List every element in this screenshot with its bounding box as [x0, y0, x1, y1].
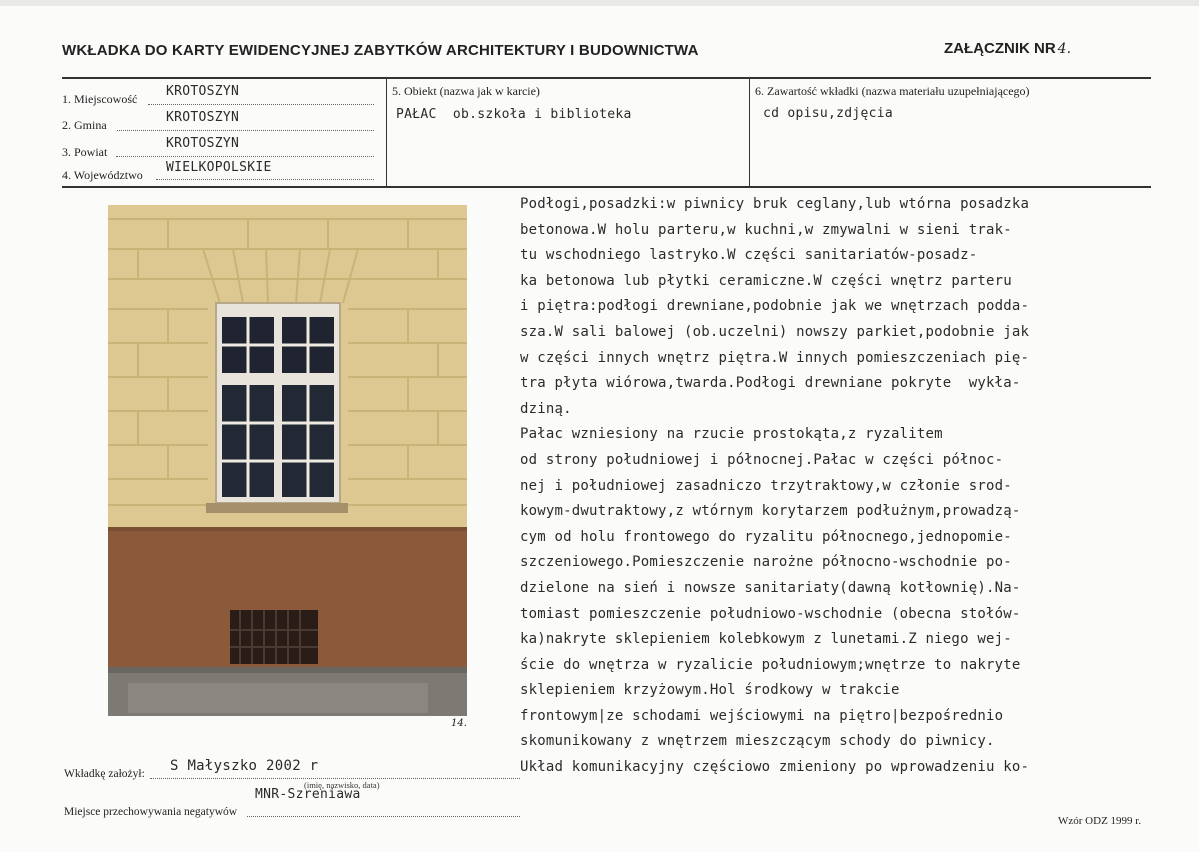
founder-label: Wkładkę założył:	[64, 768, 145, 780]
storage-value: MNR-Szreniawa	[255, 787, 361, 802]
object-label: 5. Obiekt (nazwa jak w karcie)	[392, 84, 540, 98]
description-line: w części innych wnętrz piętra.W innych pomieszczeniach pię-	[520, 349, 1030, 366]
box-top-rule	[62, 77, 1151, 79]
form-title: WKŁADKA DO KARTY EWIDENCYJNEJ ZABYTKÓW ARCHITEKTURY I BUDOWNICTWA	[62, 42, 699, 59]
field-label-miejscowosc: 1. Miejscowość	[62, 92, 138, 106]
field-line-gmina	[117, 130, 374, 131]
storage-line	[247, 816, 520, 817]
founder-value: S Małyszko 2002 r	[170, 758, 319, 774]
description-line: i piętra:podłogi drewniane,podobnie jak we wnętrzach podda-	[520, 298, 1030, 315]
description-line: od strony południowej i północnej.Pałac w części północ-	[520, 451, 1004, 468]
founder-line	[150, 778, 520, 779]
box-divider-1	[386, 77, 387, 187]
annex-number: 4.	[1057, 41, 1072, 57]
description-text	[520, 192, 1120, 781]
description-line: Pałac wzniesiony na rzucie prostokąta,z ryzalitem	[520, 426, 943, 443]
description-line: skomunikowany z wnętrzem mieszczącym schody do piwnicy.	[520, 733, 995, 750]
description-line: sza.W sali balowej (ob.uczelni) nowszy parkiet,podobnie jak	[520, 323, 1030, 340]
facade-window-image	[108, 205, 467, 716]
content-label: 6. Zawartość wkładki (nazwa materiału uzupełniającego)	[755, 84, 1030, 98]
founder-hint: (imię, nazwisko, data)	[304, 780, 380, 790]
storage-label: Miejsce przechowywania negatywów	[64, 806, 238, 818]
description-line: ka betonowa lub płytki ceramiczne.W części wnętrz parteru	[520, 272, 1012, 289]
annex-label-text: ZAŁĄCZNIK NR	[944, 40, 1056, 57]
description-line: tomiast pomieszczenie południowo-wschodnie (obecna stołów-	[520, 605, 1021, 622]
description-line: szczeniowego.Pomieszczenie narożne północno-wschodnie po-	[520, 554, 1012, 571]
description-line: dzielone na sień i nowsze sanitariaty(dawną kotłownię).Na-	[520, 579, 1021, 596]
description-line: betonowa.W holu parteru,w kuchni,w zmywalni w sieni trak-	[520, 221, 1012, 238]
description-line: nej i południowej zasadniczo trzytraktowy,w członie srod-	[520, 477, 1012, 494]
description-line: Układ komunikacyjny częściowo zmieniony po wprowadzeniu ko-	[520, 759, 1030, 776]
field-line-powiat	[116, 156, 374, 157]
box-divider-2	[749, 77, 750, 187]
box-bottom-rule	[62, 186, 1151, 188]
description-line: dziną.	[520, 400, 572, 417]
description-line: kowym-dwutraktowy,z wtórnym korytarzem podłużnym,prowadzą-	[520, 503, 1021, 520]
field-label-gmina: 2. Gmina	[62, 118, 107, 132]
scan-edge	[0, 0, 1199, 6]
field-value-miejscowosc: KROTOSZYN	[166, 84, 240, 99]
description-line: Podłogi,posadzki:w piwnicy bruk ceglany,lub wtórna posadzka	[520, 196, 1030, 212]
field-value-gmina: KROTOSZYN	[166, 110, 240, 125]
description-line: ka)nakryte sklepieniem kolebkowym z lunetami.Z niego wej-	[520, 631, 1012, 648]
field-line-wojewodztwo	[156, 179, 374, 180]
content-value: cd opisu,zdjęcia	[763, 106, 894, 121]
description-line: tu wschodniego lastryko.W części sanitariatów-posadz-	[520, 247, 978, 264]
field-label-wojewodztwo: 4. Województwo	[62, 168, 143, 182]
building-photo	[108, 205, 467, 716]
description-line: cym od holu frontowego do ryzalitu północnego,jednopomie-	[520, 528, 1012, 545]
description-line: frontowym|ze schodami wejściowymi na piętro|bezpośrednio	[520, 707, 1004, 724]
form-template-note: Wzór ODZ 1999 r.	[1058, 815, 1142, 827]
field-value-wojewodztwo: WIELKOPOLSKIE	[166, 160, 272, 175]
description-line: tra płyta wiórowa,twarda.Podłogi drewniane pokryte wykła-	[520, 375, 1021, 392]
annex-label	[944, 40, 1071, 57]
field-line-miejscowosc	[148, 104, 374, 105]
description-line: sklepieniem krzyżowym.Hol środkowy w trakcie	[520, 682, 900, 699]
description-line: ście do wnętrza w ryzalicie południowym;wnętrze to nakryte	[520, 656, 1021, 673]
photo-number: 14.	[451, 718, 467, 729]
field-label-powiat: 3. Powiat	[62, 145, 108, 159]
object-value: PAŁAC ob.szkoła i biblioteka	[396, 107, 632, 122]
field-value-powiat: KROTOSZYN	[166, 136, 240, 151]
